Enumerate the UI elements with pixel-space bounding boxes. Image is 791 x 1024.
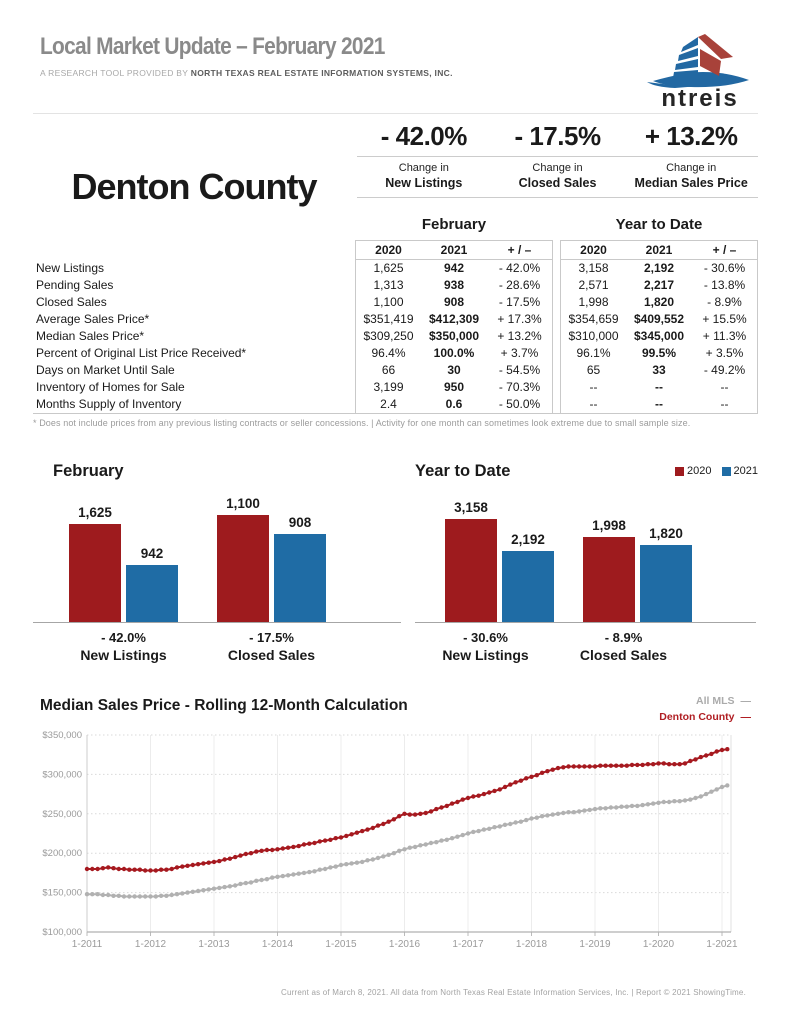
y-axis-label: $150,000: [42, 887, 82, 899]
ntreis-wordmark: ntreis: [661, 85, 739, 112]
denton-county-dots: [85, 747, 730, 873]
x-axis-label: 1-2014: [261, 939, 294, 950]
ntreis-logo: [645, 26, 755, 112]
line-chart-legend: [659, 693, 751, 725]
bar-value-label: 1,625: [78, 505, 112, 520]
bar-value-label: 908: [288, 515, 312, 530]
bar-chart-february-canvas: [33, 495, 401, 623]
bar-2021-closed-sales: [274, 534, 326, 622]
bar-value-label: 1,820: [649, 526, 683, 541]
legend-2021-swatch-icon: [722, 467, 731, 476]
all-mls-dots: [85, 783, 730, 899]
bar-2020-closed-sales: [217, 515, 269, 622]
kpi-new-listings-value: - 42.0%: [380, 121, 467, 151]
line-chart-plot: [40, 726, 751, 964]
kpi-strip: [357, 121, 758, 198]
metrics-table: [33, 216, 758, 428]
kpi-closed-sales-value: - 17.5%: [514, 121, 601, 151]
line-chart-title: Median Sales Price - Rolling 12-Month Calculation: [40, 697, 408, 714]
bar-2021-new-listings: [126, 565, 178, 622]
y-axis-label: $300,000: [42, 769, 82, 781]
bar-category-label: - 42.0% New Listings: [80, 630, 167, 663]
group-header-ytd: Year to Date: [615, 216, 703, 233]
area-title: Denton County: [71, 166, 317, 207]
table-body: [33, 240, 758, 414]
bar-category-label: - 8.9% Closed Sales: [579, 630, 668, 663]
bar-2021-new-listings: [502, 551, 554, 622]
bar-chart-february-labels: [33, 630, 401, 670]
bar-charts-section: [33, 462, 758, 670]
bar-2021-closed-sales: [640, 545, 692, 622]
kpi-new-listings-label: Change in New Listings: [385, 162, 463, 190]
kpi-median-price-value: + 13.2%: [644, 121, 738, 151]
bar-value-label: 1,998: [592, 518, 626, 533]
ntreis-house-icon: [645, 26, 755, 112]
x-axis-label: 1-2017: [452, 939, 484, 950]
bar-2020-new-listings: [69, 524, 121, 622]
x-axis-label: 1-2016: [388, 939, 421, 950]
bar-chart-ytd: [401, 462, 758, 670]
x-axis-label: 1-2015: [325, 939, 357, 950]
table-row: Average Sales Price* $351,419 $412,309 + 17.3% $354,659 $409,552 + 15.5%: [33, 311, 758, 328]
table-header-row: 2020 2021 + / – 2020 2021 + / –: [33, 240, 758, 260]
bar-value-label: 3,158: [454, 500, 488, 515]
kpi-closed-sales-label: Change in Closed Sales: [518, 162, 597, 190]
header-divider: [33, 113, 758, 114]
legend-all-mls: All MLS —: [696, 695, 751, 707]
report-subtitle: [40, 68, 453, 78]
all-mls-line: [87, 785, 727, 896]
table-row: Days on Market Until Sale 66 30 - 54.5% 65 33 - 49.2%: [33, 362, 758, 379]
bar-chart-legend: [675, 462, 758, 477]
bar-2020-closed-sales: [583, 537, 635, 622]
bar-category-label: - 17.5% Closed Sales: [227, 630, 316, 663]
bar-chart-ytd-title: Year to Date: [415, 462, 511, 480]
x-axis-label: 1-2021: [706, 939, 738, 950]
legend-2020-swatch-icon: [675, 467, 684, 476]
legend-2021: 2021: [722, 465, 758, 477]
bar-chart-february-title: February: [53, 462, 124, 480]
bar-chart-february: [33, 462, 401, 670]
x-axis-label: 1-2019: [579, 939, 611, 950]
report-title: Local Market Update – February 2021: [40, 33, 385, 60]
table-row: Months Supply of Inventory 2.4 0.6 - 50.0% -- -- --: [33, 396, 758, 414]
x-axis-label: 1-2020: [642, 939, 675, 950]
denton-dash-icon: —: [740, 711, 751, 723]
table-row: Closed Sales 1,100 908 - 17.5% 1,998 1,820 - 8.9%: [33, 294, 758, 311]
subtitle-prefix: A RESEARCH TOOL PROVIDED BY: [40, 68, 191, 78]
table-row: Pending Sales 1,313 938 - 28.6% 2,571 2,217 - 13.8%: [33, 277, 758, 294]
x-axis-label: 1-2018: [515, 939, 548, 950]
table-row: Median Sales Price* $309,250 $350,000 + 13.2% $310,000 $345,000 + 11.3%: [33, 328, 758, 345]
legend-2020: 2020: [675, 465, 711, 477]
x-axis-label: 1-2013: [198, 939, 230, 950]
legend-denton-county: Denton County —: [659, 711, 751, 723]
table-footnote: * Does not include prices from any previous listing contracts or seller concessions. | Activity for one month can sometimes look extreme due to small sample size.: [33, 418, 691, 428]
bar-category-label: - 30.6% New Listings: [442, 630, 529, 663]
subtitle-org: NORTH TEXAS REAL ESTATE INFORMATION SYSTEMS, INC.: [190, 68, 453, 78]
page-footer: Current as of March 8, 2021. All data from North Texas Real Estate Information Services, Inc. | Report © 2021 ShowingTime.: [280, 988, 746, 997]
table-row: Percent of Original List Price Received* 96.4% 100.0% + 3.7% 96.1% 99.5% + 3.5%: [33, 345, 758, 362]
y-axis-label: $350,000: [42, 730, 82, 741]
bar-value-label: 2,192: [511, 532, 545, 547]
group-header-february: February: [421, 216, 487, 233]
table-row: New Listings 1,625 942 - 42.0% 3,158 2,192 - 30.6%: [33, 260, 758, 277]
y-axis-label: $250,000: [42, 808, 82, 820]
kpi-labels: [357, 156, 758, 198]
y-axis-label: $200,000: [42, 848, 82, 860]
x-axis-label: 1-2012: [134, 939, 167, 950]
bar-chart-ytd-canvas: [415, 495, 756, 623]
kpi-values: [357, 121, 758, 152]
denton-county-line: [87, 749, 727, 870]
line-chart-section: [40, 693, 751, 969]
all-mls-dash-icon: —: [740, 695, 751, 707]
table-group-headers: [33, 216, 758, 240]
bar-chart-ytd-labels: [401, 630, 758, 670]
y-axis-label: $100,000: [42, 927, 82, 938]
table-row: Inventory of Homes for Sale 3,199 950 - 70.3% -- -- --: [33, 379, 758, 396]
bar-value-label: 942: [140, 546, 164, 561]
x-axis-label: 1-2011: [71, 939, 103, 950]
bar-value-label: 1,100: [226, 496, 260, 511]
kpi-median-price-label: Change in Median Sales Price: [634, 162, 748, 190]
